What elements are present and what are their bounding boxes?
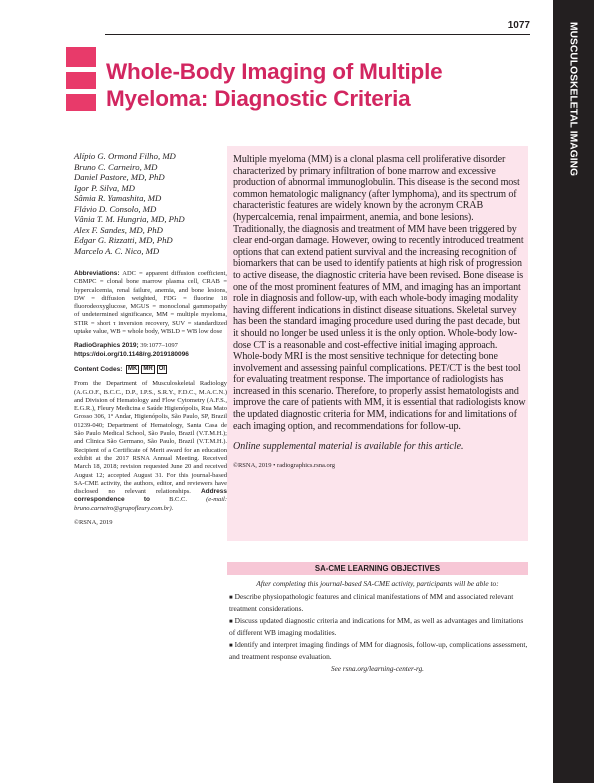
title-line: Whole-Body Imaging of Multiple <box>106 59 443 84</box>
square-bullet-icon: ■ <box>229 595 233 601</box>
doi-link[interactable]: https://doi.org/10.1148/rg.2019180096 <box>74 350 189 358</box>
learning-center-link[interactable]: See rsna.org/learning-center-rg. <box>331 664 424 673</box>
sacme-objective <box>227 640 528 661</box>
author: Alex F. Sandes, MD, PhD <box>74 224 163 235</box>
affiliation-text: From the Department of Musculoskeletal Radiology (A.G.O.F., B.C.C., D.P., I.P.S., S.R.Y., F.D.C., M.A.C.N.) and Division of Hematology and Flow Cytometry (A.F.S., E.G.R.), Fleury Medicina e Saúde Higienópolis, Rua Mato Grosso 306, 1° Andar, Higienópolis, São Paulo, SP, Brazil 01239-040; Department of Hematology, Santa Casa de São Paulo Medical School, São Paulo, Brazil (V.T.M.H.); and Clinica São Germano, São Paulo, Brazil (V.T.M.H.). Recipient of a Certificate of Merit award for an education exhibit at the 2017 RSNA Annual Meeting. Received March 18, 2018; revision requested June 20 and received August 12; accepted August 31. For this journal-based SA-CME activity, the authors, editor, and reviewers have disclosed no relevant relationships. <box>74 380 227 496</box>
sacme-objective <box>227 616 528 637</box>
abstract-box <box>227 146 528 541</box>
header-rule <box>105 34 530 35</box>
correspondence-email[interactable]: (e-mail: bruno.carneiro@grupofleury.com.br). <box>74 496 227 512</box>
author: Vânia T. M. Hungria, MD, PhD <box>74 214 185 224</box>
abstract-text: Multiple myeloma (MM) is a clonal plasma cell proliferative disorder characterized by primary infiltration of bone marrow and excessive production of abnormal immunoglobulin. This disease is the second most common hematologic malignancy (after lymphoma), and its spectrum of characteristic features are widely known by the acronym CRAB (hypercalcemia, renal impairment, anemia, and bone lesions). Traditionally, the diagnosis and treatment of MM have been triggered by clear end-organ damage. However, owing to recently introduced treatment options that can extend patient survival and the increasing recognition of biomarkers that can be used to identify patients at high risk of progression to active disease, the diagnostic criteria have been revised. Bone disease is one of the most prominent features of MM, and imaging has an important role in diagnosis and follow-up, with each whole-body imaging modality having different indications in distinct disease situations. Skeletal survey has been the standard imaging procedure used during the past decade, but it should no longer be used unless it is the only option. Whole-body low-dose CT is a reasonable and cost-effective initial imaging approach. Whole-body MRI is the most sensitive technique for detecting bone involvement and assessing painful complications. PET/CT is the best tool for evaluating treatment response. The importance of radiologists has increased in this scenario. Therefore, to properly assist hematologists and improve the care of patients with MM, it is essential that radiologists know the updated diagnostic criteria for MM, indications for and limitations of each imaging option, and recommendations for follow-up. <box>233 154 526 432</box>
author: Marcelo A. C. Nico, MD <box>74 245 160 256</box>
title-line: Myeloma: Diagnostic Criteria <box>106 86 411 111</box>
citation <box>74 342 227 359</box>
objective-text: Describe physiopathologic features and clinical manifestations of MM and associated relevant treatment considerations. <box>229 592 514 613</box>
citation-pages: 39:1077–1097 <box>138 342 178 350</box>
copyright: ©RSNA, 2019 <box>74 519 113 526</box>
content-codes <box>74 365 227 374</box>
sacme-objectives <box>227 562 528 673</box>
author: Sâmia R. Yamashita, MD <box>74 193 162 203</box>
abbreviations-text: ADC = apparent diffusion coefficient, CBMPC = clonal bone marrow plasma cell, CRAB = hypercalcemia, renal failure, anemia, and bone lesions, DW = diffusion weighted, FDG = fluorine 18 fluorodeoxyglucose, MGUS = monoclonal gammopathy of undetermined significance, MM = multiple myeloma, STIR = short τ inversion recovery, SUV = standardized uptake value, WB = whole body, WBLD = WB low dose <box>74 270 227 336</box>
title-decoration-block <box>66 72 96 89</box>
square-bullet-icon: ■ <box>229 643 233 650</box>
box-copyright: ©RSNA, 2019 • radiographics.rsna.org <box>233 461 336 469</box>
content-code-badge: OI <box>158 365 166 372</box>
author: Edgar G. Rizzatti, MD, PhD <box>74 235 173 245</box>
author: Daniel Pastore, MD, PhD <box>74 172 165 182</box>
objective-text: Identify and interpret imaging findings of MM for diagnosis, follow-up, complications assessment, and treatment response evaluation. <box>229 640 528 661</box>
online-supplemental-note: Online supplemental material is available for this article. <box>233 441 464 453</box>
content-code-badge: MR <box>143 365 153 372</box>
citation-journal: RadioGraphics 2019; <box>74 342 139 350</box>
page-number: 1077 <box>507 20 530 31</box>
sacme-header: SA-CME LEARNING OBJECTIVES <box>227 562 528 575</box>
author: Flávio D. Consolo, MD <box>74 203 157 214</box>
sacme-intro: After completing this journal-based SA-CME activity, participants will be able to: <box>256 579 499 588</box>
author-list <box>74 151 224 256</box>
author: Alípio G. Ormond Filho, MD <box>74 151 176 161</box>
square-bullet-icon: ■ <box>229 619 233 626</box>
section-label: MUSCULOSKELETAL IMAGING <box>567 22 579 177</box>
correspondence-name: B.C.C. <box>149 496 187 504</box>
author: Igor P. Silva, MD <box>74 182 135 193</box>
title-decoration-block <box>66 94 96 111</box>
affiliation <box>74 380 227 513</box>
front-matter <box>74 270 227 533</box>
sacme-objective <box>227 592 528 613</box>
abbreviations <box>74 270 227 336</box>
content-codes-label: Content Codes: <box>74 365 123 373</box>
title-decoration-block <box>66 47 96 67</box>
content-code-badge: MK <box>128 365 138 372</box>
correspondence-label: Address correspondence to <box>74 488 227 504</box>
section-side-tab <box>553 0 594 783</box>
abbreviations-label: Abbreviations: <box>74 270 120 277</box>
article-title <box>106 58 546 112</box>
author: Bruno C. Carneiro, MD <box>74 161 158 172</box>
objective-text: Discuss updated diagnostic criteria and indications for MM, as well as advantages and limitations of different WB imaging modalities. <box>229 616 524 637</box>
